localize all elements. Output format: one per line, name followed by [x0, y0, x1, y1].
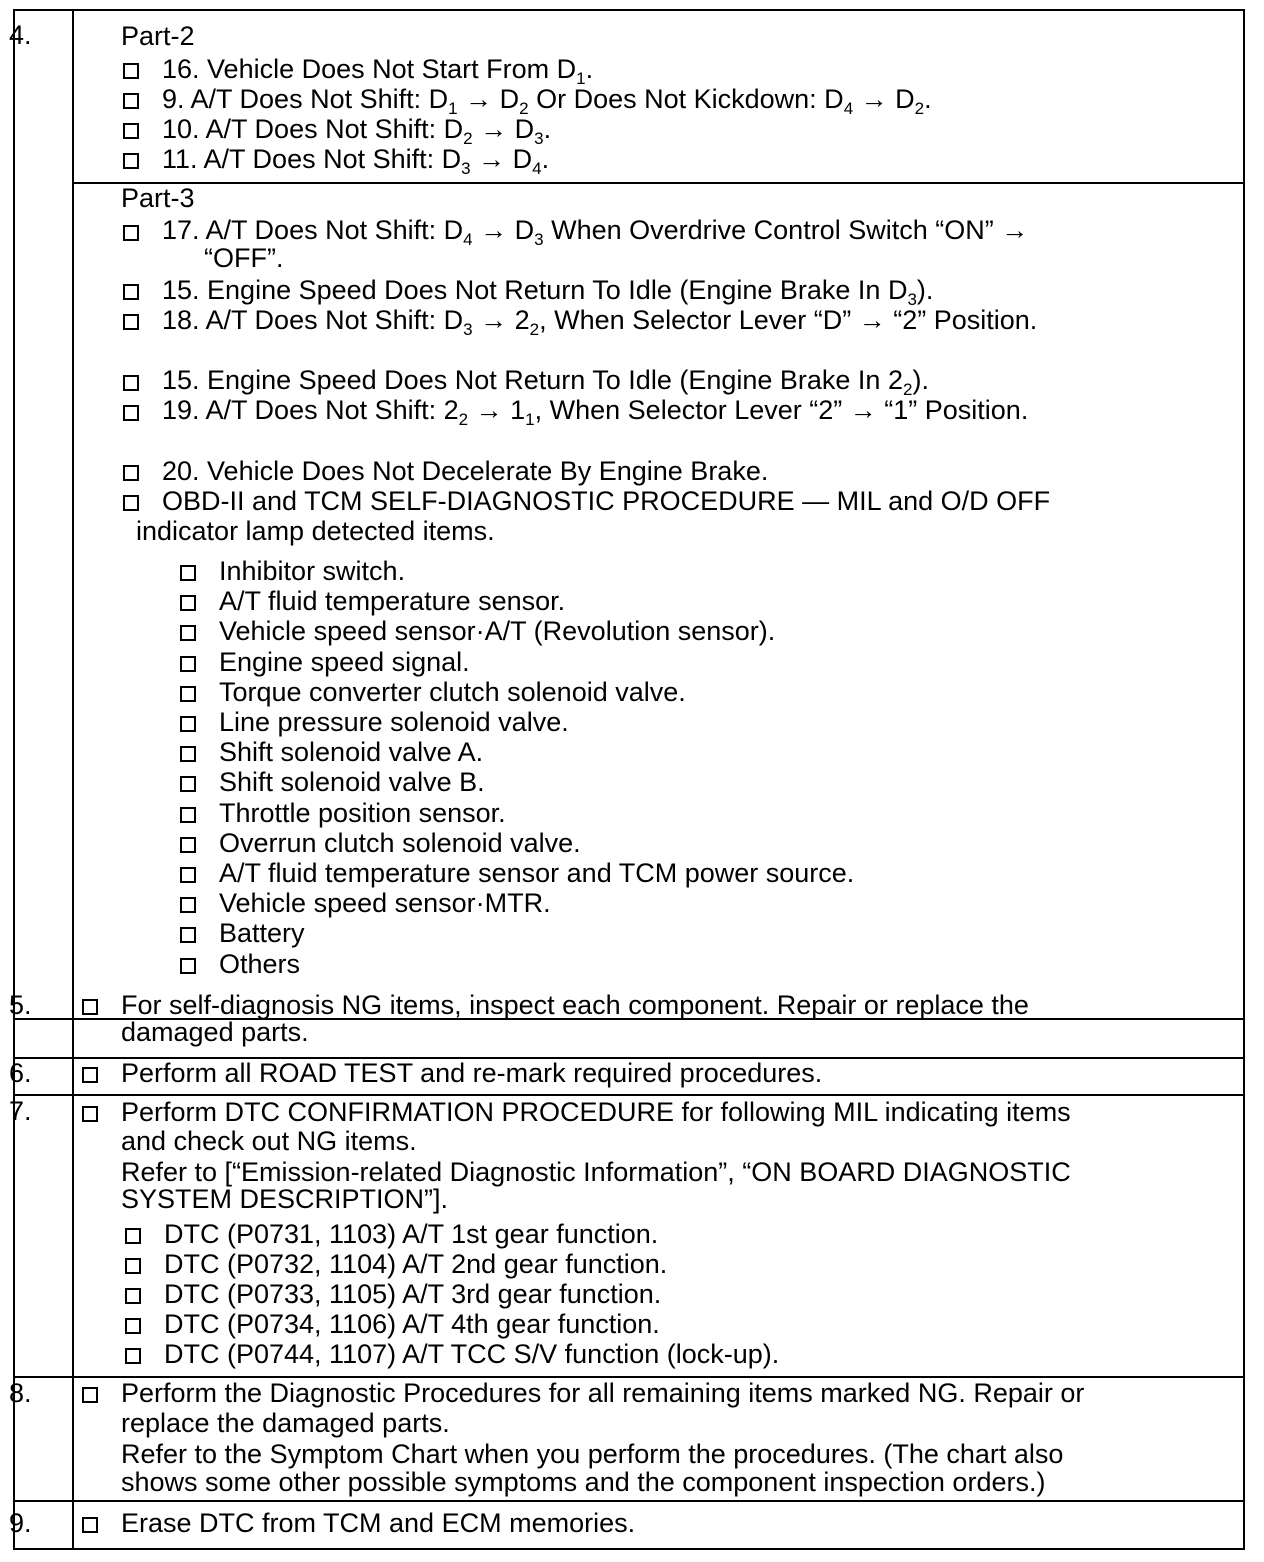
checkbox[interactable] — [82, 1387, 98, 1403]
row-divider-7 — [15, 1094, 1243, 1096]
self-diagnostic-item: Shift solenoid valve B. — [219, 767, 485, 798]
self-diagnostic-item: Engine speed signal. — [219, 646, 470, 677]
row-number: 4. — [9, 20, 32, 50]
checkbox[interactable] — [180, 958, 196, 974]
part-divider — [72, 182, 1243, 184]
self-diagnostic-item: Vehicle speed sensor·MTR. — [219, 888, 551, 919]
checkbox[interactable] — [180, 867, 196, 883]
step-text: Perform DTC CONFIRMATION PROCEDURE for following MIL indicating items — [121, 1097, 1071, 1127]
row-number: 9. — [9, 1508, 32, 1538]
checkbox[interactable] — [125, 1348, 141, 1364]
checkbox[interactable] — [125, 1228, 141, 1244]
checkbox[interactable] — [180, 716, 196, 732]
checklist-item: OBD-II and TCM SELF-DIAGNOSTIC PROCEDURE — MIL and O/D OFF — [162, 486, 1051, 516]
checkbox[interactable] — [180, 595, 196, 611]
self-diagnostic-item: Vehicle speed sensor·A/T (Revolution sensor). — [219, 616, 776, 647]
checklist-item: 19. A/T Does Not Shift: $2_2 \to 1_1$, When Selector Lever “2” → “1” Position. — [162, 395, 1029, 429]
checkbox[interactable] — [123, 93, 139, 109]
checkbox[interactable] — [180, 776, 196, 792]
checklist-item: 9. A/T Does Not Shift: $D_1 \to D_2$ Or Does Not Kickdown: $D_4 \to D_2$. — [162, 84, 932, 118]
step-text: and check out NG items. — [121, 1126, 417, 1156]
row-divider-9 — [15, 1500, 1243, 1502]
checklist-item: 11. A/T Does Not Shift: $D_3 \to D_4$. — [162, 144, 550, 178]
row-number: 8. — [9, 1378, 32, 1408]
checkbox[interactable] — [180, 656, 196, 672]
self-diagnostic-item: Others — [219, 948, 301, 979]
checkbox[interactable] — [125, 1258, 141, 1274]
checkbox[interactable] — [123, 405, 139, 421]
step-text: Erase DTC from TCM and ECM memories. — [121, 1508, 636, 1538]
checkbox[interactable] — [82, 999, 98, 1015]
dtc-item: DTC (P0732, 1104) A/T 2nd gear function. — [164, 1249, 668, 1279]
step-text: Perform the Diagnostic Procedures for all remaining items marked NG. Repair or — [121, 1378, 1085, 1408]
checkbox[interactable] — [125, 1318, 141, 1334]
part-2-title: Part-2 — [121, 21, 195, 51]
checkbox[interactable] — [123, 63, 139, 79]
dtc-item: DTC (P0731, 1103) A/T 1st gear function. — [164, 1219, 659, 1249]
step-text: replace the damaged parts. — [121, 1408, 450, 1438]
checkbox[interactable] — [180, 565, 196, 581]
self-diagnostic-item: Battery — [219, 918, 305, 949]
step-text: Refer to the Symptom Chart when you perform the procedures. (The chart also — [121, 1439, 1064, 1469]
step-text: For self-diagnosis NG items, inspect each component. Repair or replace the — [121, 990, 1029, 1020]
checklist-item: 10. A/T Does Not Shift: $D_2 \to D_3$. — [162, 114, 552, 148]
checkbox[interactable] — [180, 927, 196, 943]
self-diagnostic-item: Shift solenoid valve A. — [219, 737, 484, 768]
step-text: damaged parts. — [121, 1017, 309, 1047]
checkbox[interactable] — [180, 837, 196, 853]
checkbox[interactable] — [82, 1517, 98, 1533]
checkbox[interactable] — [123, 314, 139, 330]
self-diagnostic-item: Overrun clutch solenoid valve. — [219, 827, 581, 858]
step-text: Perform all ROAD TEST and re-mark required procedures. — [121, 1058, 823, 1088]
checkbox[interactable] — [123, 123, 139, 139]
checklist-item-continued: indicator lamp detected items. — [136, 516, 495, 546]
checkbox[interactable] — [123, 225, 139, 241]
row-number: 5. — [9, 990, 32, 1020]
checkbox[interactable] — [123, 375, 139, 391]
step-text: shows some other possible symptoms and the component inspection orders.) — [121, 1467, 1046, 1497]
column-divider — [72, 11, 74, 1548]
step-text: Refer to [“Emission-related Diagnostic Information”, “ON BOARD DIAGNOSTIC — [121, 1157, 1071, 1187]
checkbox[interactable] — [180, 625, 196, 641]
checkbox[interactable] — [82, 1067, 98, 1083]
self-diagnostic-item: Line pressure solenoid valve. — [219, 707, 569, 737]
checklist-item: 17. A/T Does Not Shift: $D_4 \to D_3$ When Overdrive Control Switch “ON” → — [162, 215, 1029, 249]
checklist-item: 16. Vehicle Does Not Start From $D_1$. — [162, 54, 594, 88]
checkbox[interactable] — [180, 746, 196, 762]
dtc-item: DTC (P0744, 1107) A/T TCC S/V function (lock-up). — [164, 1339, 780, 1369]
checkbox[interactable] — [125, 1288, 141, 1304]
checkbox[interactable] — [123, 465, 139, 481]
part-3-title: Part-3 — [121, 183, 195, 213]
row-number: 7. — [9, 1096, 32, 1126]
self-diagnostic-item: A/T fluid temperature sensor. — [219, 586, 566, 617]
row-number: 6. — [9, 1058, 32, 1088]
self-diagnostic-item: A/T fluid temperature sensor and TCM power source. — [219, 858, 855, 888]
self-diagnostic-item: Torque converter clutch solenoid valve. — [219, 676, 686, 707]
checkbox[interactable] — [180, 686, 196, 702]
self-diagnostic-item: Throttle position sensor. — [219, 797, 506, 828]
checkbox[interactable] — [123, 153, 139, 169]
checklist-item: 18. A/T Does Not Shift: $D_3 \to 2_2$, When Selector Lever “D” → “2” Position. — [162, 305, 1038, 339]
checkbox[interactable] — [82, 1106, 98, 1122]
checklist-item: 15. Engine Speed Does Not Return To Idle (Engine Brake In $2_2$). — [162, 365, 929, 399]
checklist-item: 15. Engine Speed Does Not Return To Idle (Engine Brake In $D_3$). — [162, 275, 934, 309]
checkbox[interactable] — [123, 284, 139, 300]
checklist-item: 20. Vehicle Does Not Decelerate By Engine Brake. — [162, 456, 769, 486]
checklist-item-continued: “OFF”. — [204, 243, 284, 273]
checkbox[interactable] — [180, 807, 196, 823]
dtc-item: DTC (P0733, 1105) A/T 3rd gear function. — [164, 1279, 662, 1309]
checkbox[interactable] — [180, 897, 196, 913]
dtc-item: DTC (P0734, 1106) A/T 4th gear function. — [164, 1309, 660, 1339]
self-diagnostic-item: Inhibitor switch. — [219, 556, 406, 586]
step-text: SYSTEM DESCRIPTION”]. — [121, 1184, 449, 1214]
checkbox[interactable] — [123, 495, 139, 511]
